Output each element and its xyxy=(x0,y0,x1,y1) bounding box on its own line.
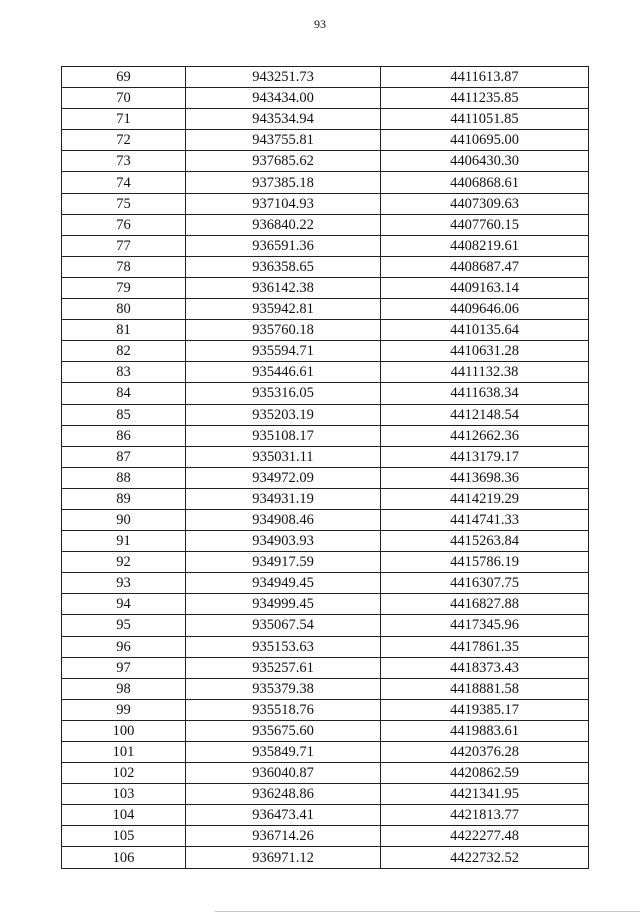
x-coordinate-cell: 935675.60 xyxy=(186,720,381,741)
point-number-cell: 106 xyxy=(62,847,186,868)
point-number-cell: 100 xyxy=(62,720,186,741)
table-row xyxy=(62,362,589,383)
table-row xyxy=(62,467,589,488)
y-coordinate-cell: 4422732.52 xyxy=(381,847,589,868)
x-coordinate-cell: 934972.09 xyxy=(186,467,381,488)
y-coordinate-cell: 4409646.06 xyxy=(381,299,589,320)
point-number-cell: 85 xyxy=(62,404,186,425)
table-row xyxy=(62,826,589,847)
table-row xyxy=(62,531,589,552)
table-row xyxy=(62,847,589,868)
y-coordinate-cell: 4417345.96 xyxy=(381,615,589,636)
point-number-cell: 95 xyxy=(62,615,186,636)
point-number-cell: 86 xyxy=(62,425,186,446)
point-number-cell: 83 xyxy=(62,362,186,383)
x-coordinate-cell: 936591.36 xyxy=(186,235,381,256)
x-coordinate-cell: 943251.73 xyxy=(186,67,381,88)
point-number-cell: 97 xyxy=(62,657,186,678)
x-coordinate-cell: 943434.00 xyxy=(186,88,381,109)
x-coordinate-cell: 937104.93 xyxy=(186,193,381,214)
y-coordinate-cell: 4417861.35 xyxy=(381,636,589,657)
y-coordinate-cell: 4410631.28 xyxy=(381,341,589,362)
x-coordinate-cell: 936840.22 xyxy=(186,214,381,235)
y-coordinate-cell: 4413698.36 xyxy=(381,467,589,488)
point-number-cell: 101 xyxy=(62,742,186,763)
y-coordinate-cell: 4412148.54 xyxy=(381,404,589,425)
point-number-cell: 73 xyxy=(62,151,186,172)
y-coordinate-cell: 4406430.30 xyxy=(381,151,589,172)
point-number-cell: 104 xyxy=(62,805,186,826)
y-coordinate-cell: 4421341.95 xyxy=(381,784,589,805)
x-coordinate-cell: 934949.45 xyxy=(186,573,381,594)
table-row xyxy=(62,88,589,109)
point-number-cell: 92 xyxy=(62,552,186,573)
y-coordinate-cell: 4411638.34 xyxy=(381,383,589,404)
table-row xyxy=(62,214,589,235)
table-row xyxy=(62,151,589,172)
x-coordinate-cell: 935108.17 xyxy=(186,425,381,446)
point-number-cell: 90 xyxy=(62,509,186,530)
table-row xyxy=(62,488,589,509)
y-coordinate-cell: 4408687.47 xyxy=(381,256,589,277)
coordinates-table xyxy=(61,66,589,869)
point-number-cell: 71 xyxy=(62,109,186,130)
table-row xyxy=(62,657,589,678)
point-number-cell: 99 xyxy=(62,699,186,720)
table-row xyxy=(62,446,589,467)
x-coordinate-cell: 935067.54 xyxy=(186,615,381,636)
point-number-cell: 98 xyxy=(62,678,186,699)
y-coordinate-cell: 4411235.85 xyxy=(381,88,589,109)
y-coordinate-cell: 4410135.64 xyxy=(381,320,589,341)
table-row xyxy=(62,341,589,362)
x-coordinate-cell: 935594.71 xyxy=(186,341,381,362)
y-coordinate-cell: 4415786.19 xyxy=(381,552,589,573)
table-row xyxy=(62,130,589,151)
table-row xyxy=(62,742,589,763)
point-number-cell: 79 xyxy=(62,277,186,298)
x-coordinate-cell: 934903.93 xyxy=(186,531,381,552)
y-coordinate-cell: 4421813.77 xyxy=(381,805,589,826)
table-row xyxy=(62,299,589,320)
point-number-cell: 102 xyxy=(62,763,186,784)
point-number-cell: 87 xyxy=(62,446,186,467)
y-coordinate-cell: 4407760.15 xyxy=(381,214,589,235)
x-coordinate-cell: 936473.41 xyxy=(186,805,381,826)
x-coordinate-cell: 935203.19 xyxy=(186,404,381,425)
y-coordinate-cell: 4418881.58 xyxy=(381,678,589,699)
table-row xyxy=(62,636,589,657)
table-row xyxy=(62,277,589,298)
y-coordinate-cell: 4408219.61 xyxy=(381,235,589,256)
page-number: 93 xyxy=(314,17,326,31)
table-row xyxy=(62,699,589,720)
table-row xyxy=(62,67,589,88)
point-number-cell: 72 xyxy=(62,130,186,151)
point-number-cell: 75 xyxy=(62,193,186,214)
table-row xyxy=(62,425,589,446)
y-coordinate-cell: 4411132.38 xyxy=(381,362,589,383)
x-coordinate-cell: 936040.87 xyxy=(186,763,381,784)
table-row xyxy=(62,404,589,425)
point-number-cell: 77 xyxy=(62,235,186,256)
bottom-divider xyxy=(215,911,640,912)
point-number-cell: 74 xyxy=(62,172,186,193)
table-row xyxy=(62,678,589,699)
y-coordinate-cell: 4414741.33 xyxy=(381,509,589,530)
point-number-cell: 78 xyxy=(62,256,186,277)
point-number-cell: 103 xyxy=(62,784,186,805)
x-coordinate-cell: 935849.71 xyxy=(186,742,381,763)
x-coordinate-cell: 935257.61 xyxy=(186,657,381,678)
point-number-cell: 88 xyxy=(62,467,186,488)
x-coordinate-cell: 943534.94 xyxy=(186,109,381,130)
y-coordinate-cell: 4407309.63 xyxy=(381,193,589,214)
y-coordinate-cell: 4416827.88 xyxy=(381,594,589,615)
x-coordinate-cell: 943755.81 xyxy=(186,130,381,151)
y-coordinate-cell: 4415263.84 xyxy=(381,531,589,552)
x-coordinate-cell: 935379.38 xyxy=(186,678,381,699)
x-coordinate-cell: 937385.18 xyxy=(186,172,381,193)
y-coordinate-cell: 4411613.87 xyxy=(381,67,589,88)
y-coordinate-cell: 4419883.61 xyxy=(381,720,589,741)
table-row xyxy=(62,552,589,573)
table-body xyxy=(62,67,589,869)
table-row xyxy=(62,763,589,784)
x-coordinate-cell: 936358.65 xyxy=(186,256,381,277)
point-number-cell: 105 xyxy=(62,826,186,847)
x-coordinate-cell: 936248.86 xyxy=(186,784,381,805)
x-coordinate-cell: 934999.45 xyxy=(186,594,381,615)
point-number-cell: 94 xyxy=(62,594,186,615)
x-coordinate-cell: 936142.38 xyxy=(186,277,381,298)
y-coordinate-cell: 4411051.85 xyxy=(381,109,589,130)
y-coordinate-cell: 4419385.17 xyxy=(381,699,589,720)
table-row xyxy=(62,805,589,826)
point-number-cell: 93 xyxy=(62,573,186,594)
table-row xyxy=(62,594,589,615)
point-number-cell: 82 xyxy=(62,341,186,362)
table-row xyxy=(62,109,589,130)
x-coordinate-cell: 935153.63 xyxy=(186,636,381,657)
table-row xyxy=(62,320,589,341)
x-coordinate-cell: 935446.61 xyxy=(186,362,381,383)
point-number-cell: 70 xyxy=(62,88,186,109)
point-number-cell: 89 xyxy=(62,488,186,509)
point-number-cell: 96 xyxy=(62,636,186,657)
x-coordinate-cell: 935760.18 xyxy=(186,320,381,341)
y-coordinate-cell: 4410695.00 xyxy=(381,130,589,151)
y-coordinate-cell: 4413179.17 xyxy=(381,446,589,467)
y-coordinate-cell: 4412662.36 xyxy=(381,425,589,446)
y-coordinate-cell: 4414219.29 xyxy=(381,488,589,509)
x-coordinate-cell: 934917.59 xyxy=(186,552,381,573)
x-coordinate-cell: 935316.05 xyxy=(186,383,381,404)
table-row xyxy=(62,256,589,277)
x-coordinate-cell: 936714.26 xyxy=(186,826,381,847)
table-row xyxy=(62,235,589,256)
table-row xyxy=(62,573,589,594)
y-coordinate-cell: 4420376.28 xyxy=(381,742,589,763)
point-number-cell: 80 xyxy=(62,299,186,320)
y-coordinate-cell: 4406868.61 xyxy=(381,172,589,193)
table-row xyxy=(62,172,589,193)
x-coordinate-cell: 937685.62 xyxy=(186,151,381,172)
y-coordinate-cell: 4418373.43 xyxy=(381,657,589,678)
table-row xyxy=(62,193,589,214)
x-coordinate-cell: 936971.12 xyxy=(186,847,381,868)
point-number-cell: 69 xyxy=(62,67,186,88)
x-coordinate-cell: 935942.81 xyxy=(186,299,381,320)
x-coordinate-cell: 934908.46 xyxy=(186,509,381,530)
x-coordinate-cell: 934931.19 xyxy=(186,488,381,509)
table-row xyxy=(62,720,589,741)
point-number-cell: 91 xyxy=(62,531,186,552)
x-coordinate-cell: 935518.76 xyxy=(186,699,381,720)
y-coordinate-cell: 4422277.48 xyxy=(381,826,589,847)
point-number-cell: 76 xyxy=(62,214,186,235)
table-row xyxy=(62,383,589,404)
point-number-cell: 84 xyxy=(62,383,186,404)
x-coordinate-cell: 935031.11 xyxy=(186,446,381,467)
table-row xyxy=(62,615,589,636)
table-row xyxy=(62,784,589,805)
point-number-cell: 81 xyxy=(62,320,186,341)
y-coordinate-cell: 4420862.59 xyxy=(381,763,589,784)
y-coordinate-cell: 4416307.75 xyxy=(381,573,589,594)
y-coordinate-cell: 4409163.14 xyxy=(381,277,589,298)
table-row xyxy=(62,509,589,530)
